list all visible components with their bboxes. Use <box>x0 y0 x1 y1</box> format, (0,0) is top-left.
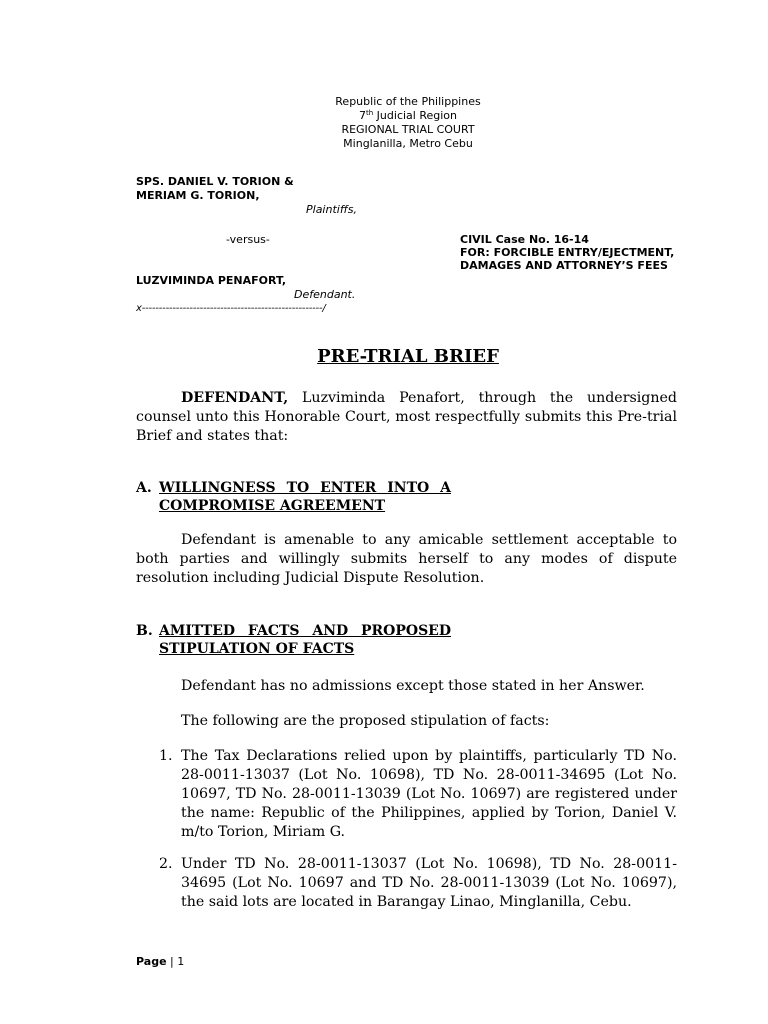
header-location: Minglanilla, Metro Cebu <box>343 137 473 150</box>
list-item-number: 2. <box>159 856 173 872</box>
header-republic: Republic of the Philippines <box>335 95 481 108</box>
header-judicial-region: 7th Judicial Region <box>359 109 457 122</box>
section-a-body: Defendant is amenable to any amicable settlement acceptable to both parties and willingly submits herself to any modes of dispute resolution including Judicial Dispute Resolution. <box>136 532 677 586</box>
header-court-name: REGIONAL TRIAL COURT <box>341 123 475 136</box>
section-b-label: B. <box>136 623 153 639</box>
section-b-paragraph-1: Defendant has no admissions except those stated in her Answer. <box>181 678 645 694</box>
intro-text: Luzviminda Penafort, through the undersigned counsel unto this Honorable Court, most respectfully submits this Pre-trial Brief and states that: <box>136 390 677 444</box>
court-header <box>0 95 768 151</box>
plaintiffs-role: Plaintiffs, <box>306 203 357 216</box>
defendant-name: LUZVIMINDA PENAFORT, <box>136 274 287 287</box>
caption-separator: x-----------------------------------------------------/ <box>136 303 326 314</box>
case-number: CIVIL Case No. 16-14 <box>460 233 589 246</box>
section-a-label: A. <box>136 480 152 496</box>
intro-paragraph <box>136 389 677 446</box>
plaintiffs-name-line1: SPS. DANIEL V. TORION & <box>136 175 294 188</box>
defendant-role: Defendant. <box>294 288 356 301</box>
page-footer <box>136 955 184 968</box>
case-nature-line1: FOR: FORCIBLE ENTRY/EJECTMENT, <box>460 246 675 259</box>
case-nature-line2: DAMAGES AND ATTORNEY’S FEES <box>460 259 668 272</box>
intro-lead: DEFENDANT, <box>181 390 289 406</box>
page-label: Page <box>136 955 167 968</box>
plaintiffs-name-line2: MERIAM G. TORION, <box>136 189 260 202</box>
page-number: 1 <box>177 955 185 968</box>
list-item: The Tax Declarations relied upon by plaintiffs, particularly TD No. 28-0011-13037 (Lot No. 10698), TD No. 28-0011-34695 (Lot No. 10697, TD No. 28-0011-13039 (Lot No. 10697) are registered under the name: Republic of the Philippines, applied by Torion, Daniel V. m/to Torion, Miriam G. <box>181 748 677 840</box>
section-b-paragraph-2: The following are the proposed stipulation of facts: <box>181 713 550 729</box>
versus-label: -versus- <box>226 233 270 246</box>
list-item-number: 1. <box>159 748 173 764</box>
page-separator: | <box>166 955 178 968</box>
section-a-title: WILLINGNESS TO ENTER INTO A COMPROMISE AGREEMENT <box>159 480 451 514</box>
section-b-title: AMITTED FACTS AND PROPOSED STIPULATION OF FACTS <box>159 623 451 657</box>
document-title: PRE-TRIAL BRIEF <box>317 346 499 367</box>
list-item: Under TD No. 28-0011-13037 (Lot No. 10698), TD No. 28-0011-34695 (Lot No. 10697 and TD No. 28-0011-13039 (Lot No. 10697), the said lots are located in Barangay Linao, Minglanilla, Cebu. <box>181 856 677 910</box>
